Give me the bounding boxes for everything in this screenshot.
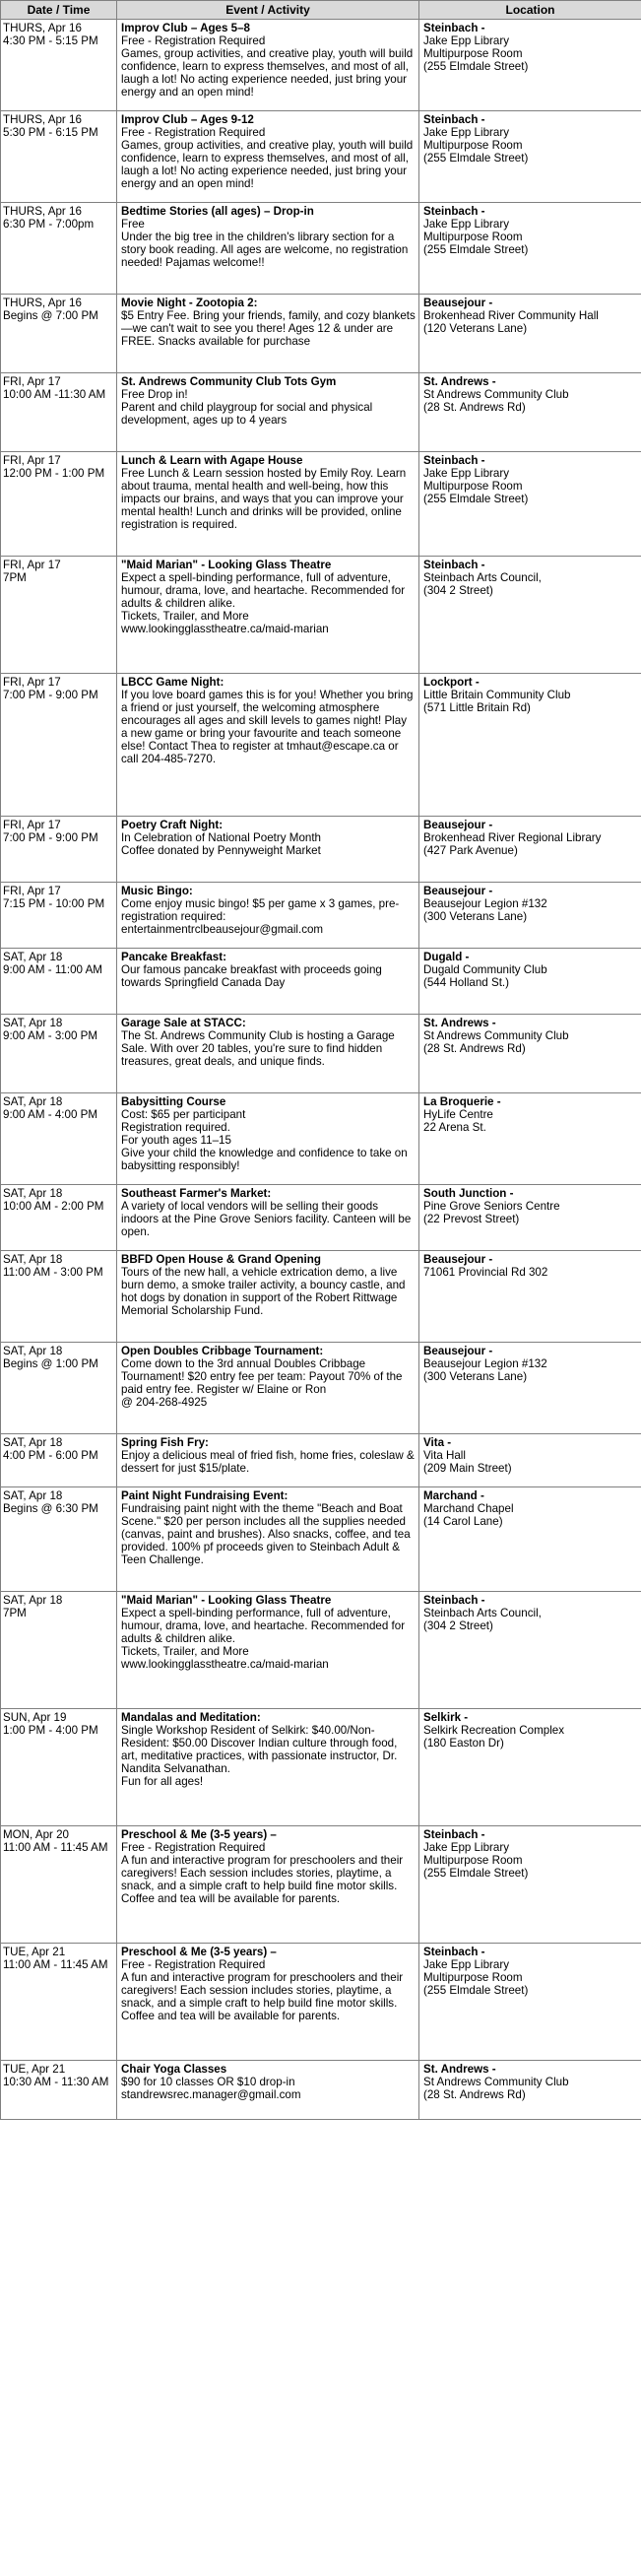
location-cell (419, 949, 641, 1015)
location-detail: Selkirk Recreation Complex (423, 1724, 565, 1737)
event-date: THURS, Apr 16 (3, 205, 82, 218)
location-detail: Vita Hall (423, 1449, 466, 1462)
event-time: 7:15 PM - 10:00 PM (3, 897, 105, 910)
location-detail: Multipurpose Room (423, 231, 523, 243)
location-detail: Jake Epp Library (423, 467, 509, 480)
event-time: 7PM (3, 571, 27, 584)
event-description: A fun and interactive program for preschoolers and their caregivers! Each session includes stories, playtime, a snack, and a simple craft to help build fine motor skills. Coffee and tea will be available for parents. (121, 1854, 404, 1905)
location-town: Steinbach - (423, 22, 485, 34)
location-detail: Multipurpose Room (423, 1971, 523, 1984)
header-location: Location (419, 1, 641, 20)
event-row (1, 1826, 641, 1944)
location-detail: Brokenhead River Regional Library (423, 831, 602, 844)
event-title: Improv Club – Ages 9-12 (121, 113, 254, 126)
event-title: Movie Night - Zootopia 2: (121, 297, 258, 309)
location-town: Selkirk - (423, 1711, 469, 1724)
event-description: Single Workshop Resident of Selkirk: $40.00/Non-Resident: $50.00 Discover Indian culture through food, art, meditative practices, with passionate instructor, Dr. Nandita Selvanathan. (121, 1724, 398, 1775)
event-title: St. Andrews Community Club Tots Gym (121, 375, 337, 388)
location-detail: Brokenhead River Community Hall (423, 309, 599, 322)
event-date: FRI, Apr 17 (3, 885, 61, 897)
event-time: 4:30 PM - 5:15 PM (3, 34, 98, 47)
event-description: Enjoy a delicious meal of fried fish, home fries, coleslaw & dessert for just $15/plate. (121, 1449, 415, 1475)
event-date: TUE, Apr 21 (3, 1946, 66, 1958)
event-description: Tickets, Trailer, and More (121, 1645, 249, 1658)
location-cell (419, 203, 641, 295)
event-title: Southeast Farmer's Market: (121, 1187, 272, 1200)
location-cell (419, 1487, 641, 1592)
location-town: Beausejour - (423, 1345, 493, 1357)
event-cell (117, 1826, 419, 1944)
event-description: Expect a spell-binding performance, full of adventure, humour, drama, love, and heartache. Recommended for adults & children alike. (121, 571, 406, 610)
event-time: 1:00 PM - 4:00 PM (3, 1724, 98, 1737)
event-title: Music Bingo: (121, 885, 193, 897)
event-description: In Celebration of National Poetry Month (121, 831, 322, 844)
event-time: 10:00 AM -11:30 AM (3, 388, 106, 401)
date-time-cell (1, 373, 117, 452)
event-date: SUN, Apr 19 (3, 1711, 67, 1724)
event-title: Preschool & Me (3-5 years) – (121, 1946, 277, 1958)
event-title: Improv Club – Ages 5–8 (121, 22, 251, 34)
location-detail: (304 2 Street) (423, 584, 493, 597)
date-time-cell (1, 817, 117, 883)
location-cell (419, 1015, 641, 1093)
event-description: Our famous pancake breakfast with proceeds going towards Springfield Canada Day (121, 963, 382, 989)
location-detail: Little Britain Community Club (423, 689, 571, 701)
event-row (1, 20, 641, 111)
event-cell (117, 452, 419, 557)
event-cell (117, 1709, 419, 1826)
date-time-cell (1, 295, 117, 373)
event-description: Under the big tree in the children's library section for a story book reading. All ages are welcome, no registration needed! Pajamas welcome!! (121, 231, 409, 269)
location-detail: Multipurpose Room (423, 47, 523, 60)
event-description: Cost: $65 per participant (121, 1108, 246, 1121)
event-description: A fun and interactive program for preschoolers and their caregivers! Each session includes stories, playtime, a snack, and a simple craft to help build fine motor skills. Coffee and tea will be available for parents. (121, 1971, 404, 2022)
event-date: SAT, Apr 18 (3, 1253, 63, 1266)
event-description: Free Drop in! (121, 388, 188, 401)
event-title: "Maid Marian" - Looking Glass Theatre (121, 1594, 332, 1607)
event-title: Babysitting Course (121, 1095, 226, 1108)
location-cell (419, 20, 641, 111)
event-description: Come down to the 3rd annual Doubles Cribbage Tournament! $20 entry fee per team: Payout 70% of the paid entry fee. Register w/ Elaine or Ron (121, 1357, 403, 1396)
event-row (1, 674, 641, 817)
event-description: Fundraising paint night with the theme "Beach and Boat Scene." $20 per person includes all the supplies needed (canvas, paint and brushes). Also snacks, coffee, and tea provided. 100% pf proceeds given to Steinbach Adult & Teen Challenge. (121, 1502, 411, 1566)
event-description: standrewsrec.manager@gmail.com (121, 2088, 301, 2101)
event-row (1, 817, 641, 883)
location-town: Steinbach - (423, 1594, 485, 1607)
event-date: FRI, Apr 17 (3, 375, 61, 388)
event-row (1, 949, 641, 1015)
location-town: Marchand - (423, 1489, 484, 1502)
event-title: "Maid Marian" - Looking Glass Theatre (121, 559, 332, 571)
date-time-cell (1, 674, 117, 817)
location-detail: Marchand Chapel (423, 1502, 514, 1515)
location-detail: (209 Main Street) (423, 1462, 512, 1475)
date-time-cell (1, 20, 117, 111)
date-time-cell (1, 1709, 117, 1826)
event-cell (117, 883, 419, 949)
event-time: 12:00 PM - 1:00 PM (3, 467, 105, 480)
event-cell (117, 1015, 419, 1093)
location-town: St. Andrews - (423, 1017, 496, 1029)
location-detail: St Andrews Community Club (423, 1029, 569, 1042)
event-description: www.lookingglasstheatre.ca/maid-marian (121, 1658, 329, 1671)
event-description: www.lookingglasstheatre.ca/maid-marian (121, 623, 329, 635)
location-cell (419, 452, 641, 557)
event-description: Free - Registration Required (121, 1841, 266, 1854)
location-detail: (255 Elmdale Street) (423, 60, 529, 73)
location-cell (419, 1709, 641, 1826)
event-row (1, 1944, 641, 2061)
date-time-cell (1, 1343, 117, 1434)
location-cell (419, 1826, 641, 1944)
event-date: FRI, Apr 17 (3, 819, 61, 831)
event-cell (117, 1487, 419, 1592)
location-detail: (300 Veterans Lane) (423, 910, 528, 923)
event-description: @ 204-268-4925 (121, 1396, 208, 1409)
event-row (1, 883, 641, 949)
event-row (1, 1185, 641, 1251)
event-date: FRI, Apr 17 (3, 559, 61, 571)
event-description: Free - Registration Required (121, 1958, 266, 1971)
date-time-cell (1, 111, 117, 203)
event-time: 7:00 PM - 9:00 PM (3, 689, 98, 701)
event-row (1, 2061, 641, 2120)
event-description: Free (121, 218, 145, 231)
location-town: Beausejour - (423, 819, 493, 831)
event-row (1, 373, 641, 452)
date-time-cell (1, 1093, 117, 1185)
location-detail: Dugald Community Club (423, 963, 547, 976)
location-town: Beausejour - (423, 297, 493, 309)
event-description: If you love board games this is for you! Whether you bring a friend or just yourself, the welcoming atmosphere encourages all ages and skill levels to games night! Play a new game or bring your favourite and teach someone else! Contact Thea to register at tmhaut@escape.ca or call 204-485-7270. (121, 689, 414, 765)
event-description: Expect a spell-binding performance, full of adventure, humour, drama, love, and heartache. Recommended for adults & children alike. (121, 1607, 406, 1645)
location-detail: Multipurpose Room (423, 480, 523, 493)
date-time-cell (1, 1487, 117, 1592)
event-date: TUE, Apr 21 (3, 2063, 66, 2076)
event-description: Tours of the new hall, a vehicle extrication demo, a live burn demo, a smoke trailer activity, a bouncy castle, and hot dogs by donation in support of the Robert Rittwage Memorial Scholarship Fund. (121, 1266, 406, 1317)
event-time: 9:00 AM - 3:00 PM (3, 1029, 98, 1042)
location-cell (419, 1592, 641, 1709)
event-row (1, 1251, 641, 1343)
location-town: Steinbach - (423, 454, 485, 467)
date-time-cell (1, 1185, 117, 1251)
event-row (1, 111, 641, 203)
event-row (1, 1709, 641, 1826)
location-town: Steinbach - (423, 113, 485, 126)
event-title: Bedtime Stories (all ages) – Drop-in (121, 205, 314, 218)
event-description: Fun for all ages! (121, 1775, 204, 1788)
event-date: MON, Apr 20 (3, 1828, 70, 1841)
location-detail: 22 Arena St. (423, 1121, 486, 1134)
event-time: 11:00 AM - 11:45 AM (3, 1841, 108, 1854)
event-title: Spring Fish Fry: (121, 1436, 209, 1449)
event-row (1, 1093, 641, 1185)
event-description: Free - Registration Required (121, 126, 266, 139)
event-description: Give your child the knowledge and confidence to take on babysitting responsibly! (121, 1147, 408, 1172)
location-detail: Jake Epp Library (423, 1958, 509, 1971)
location-town: Steinbach - (423, 205, 485, 218)
location-cell (419, 1343, 641, 1434)
event-time: 11:00 AM - 11:45 AM (3, 1958, 108, 1971)
event-description: Games, group activities, and creative play, youth will build confidence, learn to express themselves, and most of all, laugh a lot! No acting experience needed, just bring your energy and an open mind! (121, 47, 414, 99)
event-description: For youth ages 11–15 (121, 1134, 231, 1147)
location-cell (419, 373, 641, 452)
event-title: BBFD Open House & Grand Opening (121, 1253, 321, 1266)
event-time: 10:30 AM - 11:30 AM (3, 2076, 109, 2088)
location-detail: Jake Epp Library (423, 218, 509, 231)
location-detail: (255 Elmdale Street) (423, 493, 529, 505)
location-town: South Junction - (423, 1187, 514, 1200)
event-row (1, 295, 641, 373)
event-description: Parent and child playgroup for social and physical development, ages up to 4 years (121, 401, 373, 427)
date-time-cell (1, 452, 117, 557)
event-cell (117, 295, 419, 373)
location-detail: (255 Elmdale Street) (423, 1867, 529, 1880)
event-time: Begins @ 7:00 PM (3, 309, 98, 322)
event-time: 10:00 AM - 2:00 PM (3, 1200, 104, 1213)
event-cell (117, 674, 419, 817)
event-date: SAT, Apr 18 (3, 1017, 63, 1029)
event-row (1, 1434, 641, 1487)
location-detail: Beausejour Legion #132 (423, 897, 547, 910)
event-description: Free Lunch & Learn session hosted by Emily Roy. Learn about trauma, mental health and well-being, how this impacts our brains, and ways that you can improve your mental health! Lunch and drinks will be provided, online registration is required. (121, 467, 407, 531)
location-detail: 71061 Provincial Rd 302 (423, 1266, 548, 1279)
date-time-cell (1, 1434, 117, 1487)
location-town: La Broquerie - (423, 1095, 501, 1108)
event-description: Come enjoy music bingo! $5 per game x 3 games, pre-registration required: entertainmentrclbeausejour@gmail.com (121, 897, 400, 936)
location-detail: Jake Epp Library (423, 1841, 509, 1854)
event-title: Paint Night Fundraising Event: (121, 1489, 288, 1502)
location-detail: (28 St. Andrews Rd) (423, 401, 526, 414)
location-town: St. Andrews - (423, 2063, 496, 2076)
date-time-cell (1, 1015, 117, 1093)
location-town: Beausejour - (423, 1253, 493, 1266)
event-title: LBCC Game Night: (121, 676, 224, 689)
event-date: THURS, Apr 16 (3, 297, 82, 309)
date-time-cell (1, 1826, 117, 1944)
event-cell (117, 949, 419, 1015)
event-date: SAT, Apr 18 (3, 1594, 63, 1607)
location-detail: (300 Veterans Lane) (423, 1370, 528, 1383)
date-time-cell (1, 1251, 117, 1343)
event-cell (117, 203, 419, 295)
location-detail: (28 St. Andrews Rd) (423, 2088, 526, 2101)
event-time: Begins @ 1:00 PM (3, 1357, 98, 1370)
event-time: 7PM (3, 1607, 27, 1619)
event-row (1, 1487, 641, 1592)
location-detail: Steinbach Arts Council, (423, 571, 542, 584)
date-time-cell (1, 2061, 117, 2120)
event-cell (117, 1592, 419, 1709)
event-description: $90 for 10 classes OR $10 drop-in (121, 2076, 295, 2088)
event-time: Begins @ 6:30 PM (3, 1502, 98, 1515)
event-description: Coffee donated by Pennyweight Market (121, 844, 321, 857)
location-town: St. Andrews - (423, 375, 496, 388)
event-description: The St. Andrews Community Club is hosting a Garage Sale. With over 20 tables, you're sure to find hidden treasures, great deals, and unique finds. (121, 1029, 395, 1068)
date-time-cell (1, 949, 117, 1015)
event-time: 9:00 AM - 11:00 AM (3, 963, 102, 976)
location-town: Steinbach - (423, 1946, 485, 1958)
location-detail: Multipurpose Room (423, 1854, 523, 1867)
location-detail: (427 Park Avenue) (423, 844, 518, 857)
event-time: 11:00 AM - 3:00 PM (3, 1266, 103, 1279)
event-date: FRI, Apr 17 (3, 676, 61, 689)
event-cell (117, 1185, 419, 1251)
location-cell (419, 1185, 641, 1251)
date-time-cell (1, 203, 117, 295)
location-cell (419, 2061, 641, 2120)
event-title: Preschool & Me (3-5 years) – (121, 1828, 277, 1841)
event-date: THURS, Apr 16 (3, 22, 82, 34)
event-time: 4:00 PM - 6:00 PM (3, 1449, 98, 1462)
event-title: Mandalas and Meditation: (121, 1711, 261, 1724)
event-date: THURS, Apr 16 (3, 113, 82, 126)
event-description: $5 Entry Fee. Bring your friends, family, and cozy blankets—we can't wait to see you there! Ages 12 & under are FREE. Snacks available for purchase (121, 309, 416, 348)
event-row (1, 1343, 641, 1434)
event-row (1, 1592, 641, 1709)
location-detail: Pine Grove Seniors Centre (423, 1200, 560, 1213)
event-date: SAT, Apr 18 (3, 951, 63, 963)
event-cell (117, 557, 419, 674)
event-title: Poetry Craft Night: (121, 819, 224, 831)
location-town: Dugald - (423, 951, 470, 963)
event-title: Pancake Breakfast: (121, 951, 226, 963)
event-description: Free - Registration Required (121, 34, 266, 47)
location-detail: St Andrews Community Club (423, 388, 569, 401)
location-detail: (544 Holland St.) (423, 976, 509, 989)
date-time-cell (1, 883, 117, 949)
event-title: Garage Sale at STACC: (121, 1017, 246, 1029)
event-date: SAT, Apr 18 (3, 1187, 63, 1200)
events-body (1, 20, 641, 2120)
event-time: 6:30 PM - 7:00pm (3, 218, 95, 231)
event-cell (117, 2061, 419, 2120)
event-date: SAT, Apr 18 (3, 1095, 63, 1108)
location-detail: (304 2 Street) (423, 1619, 493, 1632)
location-detail: (255 Elmdale Street) (423, 1984, 529, 1997)
location-town: Lockport - (423, 676, 480, 689)
event-row (1, 1015, 641, 1093)
location-cell (419, 111, 641, 203)
date-time-cell (1, 557, 117, 674)
location-cell (419, 1251, 641, 1343)
event-row (1, 557, 641, 674)
event-row (1, 452, 641, 557)
location-cell (419, 883, 641, 949)
event-date: SAT, Apr 18 (3, 1489, 63, 1502)
location-detail: Jake Epp Library (423, 126, 509, 139)
location-detail: (255 Elmdale Street) (423, 152, 529, 165)
location-cell (419, 557, 641, 674)
location-town: Vita - (423, 1436, 452, 1449)
event-title: Open Doubles Cribbage Tournament: (121, 1345, 324, 1357)
location-detail: (180 Easton Dr) (423, 1737, 504, 1750)
location-detail: St Andrews Community Club (423, 2076, 569, 2088)
event-date: SAT, Apr 18 (3, 1436, 63, 1449)
location-detail: (571 Little Britain Rd) (423, 701, 531, 714)
event-time: 5:30 PM - 6:15 PM (3, 126, 98, 139)
location-cell (419, 817, 641, 883)
event-title: Chair Yoga Classes (121, 2063, 227, 2076)
location-detail: Multipurpose Room (423, 139, 523, 152)
event-time: 9:00 AM - 4:00 PM (3, 1108, 98, 1121)
event-description: A variety of local vendors will be selling their goods indoors at the Pine Grove Seniors facility. Canteen will be open. (121, 1200, 412, 1238)
header-row (1, 1, 641, 20)
location-cell (419, 1434, 641, 1487)
location-town: Steinbach - (423, 559, 485, 571)
event-row (1, 203, 641, 295)
event-cell (117, 1944, 419, 2061)
location-detail: HyLife Centre (423, 1108, 493, 1121)
event-cell (117, 373, 419, 452)
date-time-cell (1, 1944, 117, 2061)
event-cell (117, 1093, 419, 1185)
location-town: Beausejour - (423, 885, 493, 897)
event-cell (117, 111, 419, 203)
location-cell (419, 295, 641, 373)
event-title: Lunch & Learn with Agape House (121, 454, 303, 467)
event-date: FRI, Apr 17 (3, 454, 61, 467)
location-cell (419, 1093, 641, 1185)
date-time-cell (1, 1592, 117, 1709)
event-description: Games, group activities, and creative play, youth will build confidence, learn to express themselves, and most of all, laugh a lot! No acting experience needed, just bring your energy and an open mind! (121, 139, 414, 190)
location-detail: (22 Prevost Street) (423, 1213, 520, 1225)
location-detail: (14 Carol Lane) (423, 1515, 503, 1528)
event-cell (117, 20, 419, 111)
location-detail: Beausejour Legion #132 (423, 1357, 547, 1370)
location-detail: Steinbach Arts Council, (423, 1607, 542, 1619)
location-detail: (255 Elmdale Street) (423, 243, 529, 256)
location-town: Steinbach - (423, 1828, 485, 1841)
location-detail: (28 St. Andrews Rd) (423, 1042, 526, 1055)
event-cell (117, 817, 419, 883)
event-description: Registration required. (121, 1121, 230, 1134)
header-event: Event / Activity (117, 1, 419, 20)
location-cell (419, 674, 641, 817)
event-cell (117, 1434, 419, 1487)
event-date: SAT, Apr 18 (3, 1345, 63, 1357)
event-cell (117, 1343, 419, 1434)
location-detail: (120 Veterans Lane) (423, 322, 528, 335)
location-cell (419, 1944, 641, 2061)
event-time: 7:00 PM - 9:00 PM (3, 831, 98, 844)
location-detail: Jake Epp Library (423, 34, 509, 47)
event-cell (117, 1251, 419, 1343)
event-description: Tickets, Trailer, and More (121, 610, 249, 623)
header-date: Date / Time (1, 1, 117, 20)
